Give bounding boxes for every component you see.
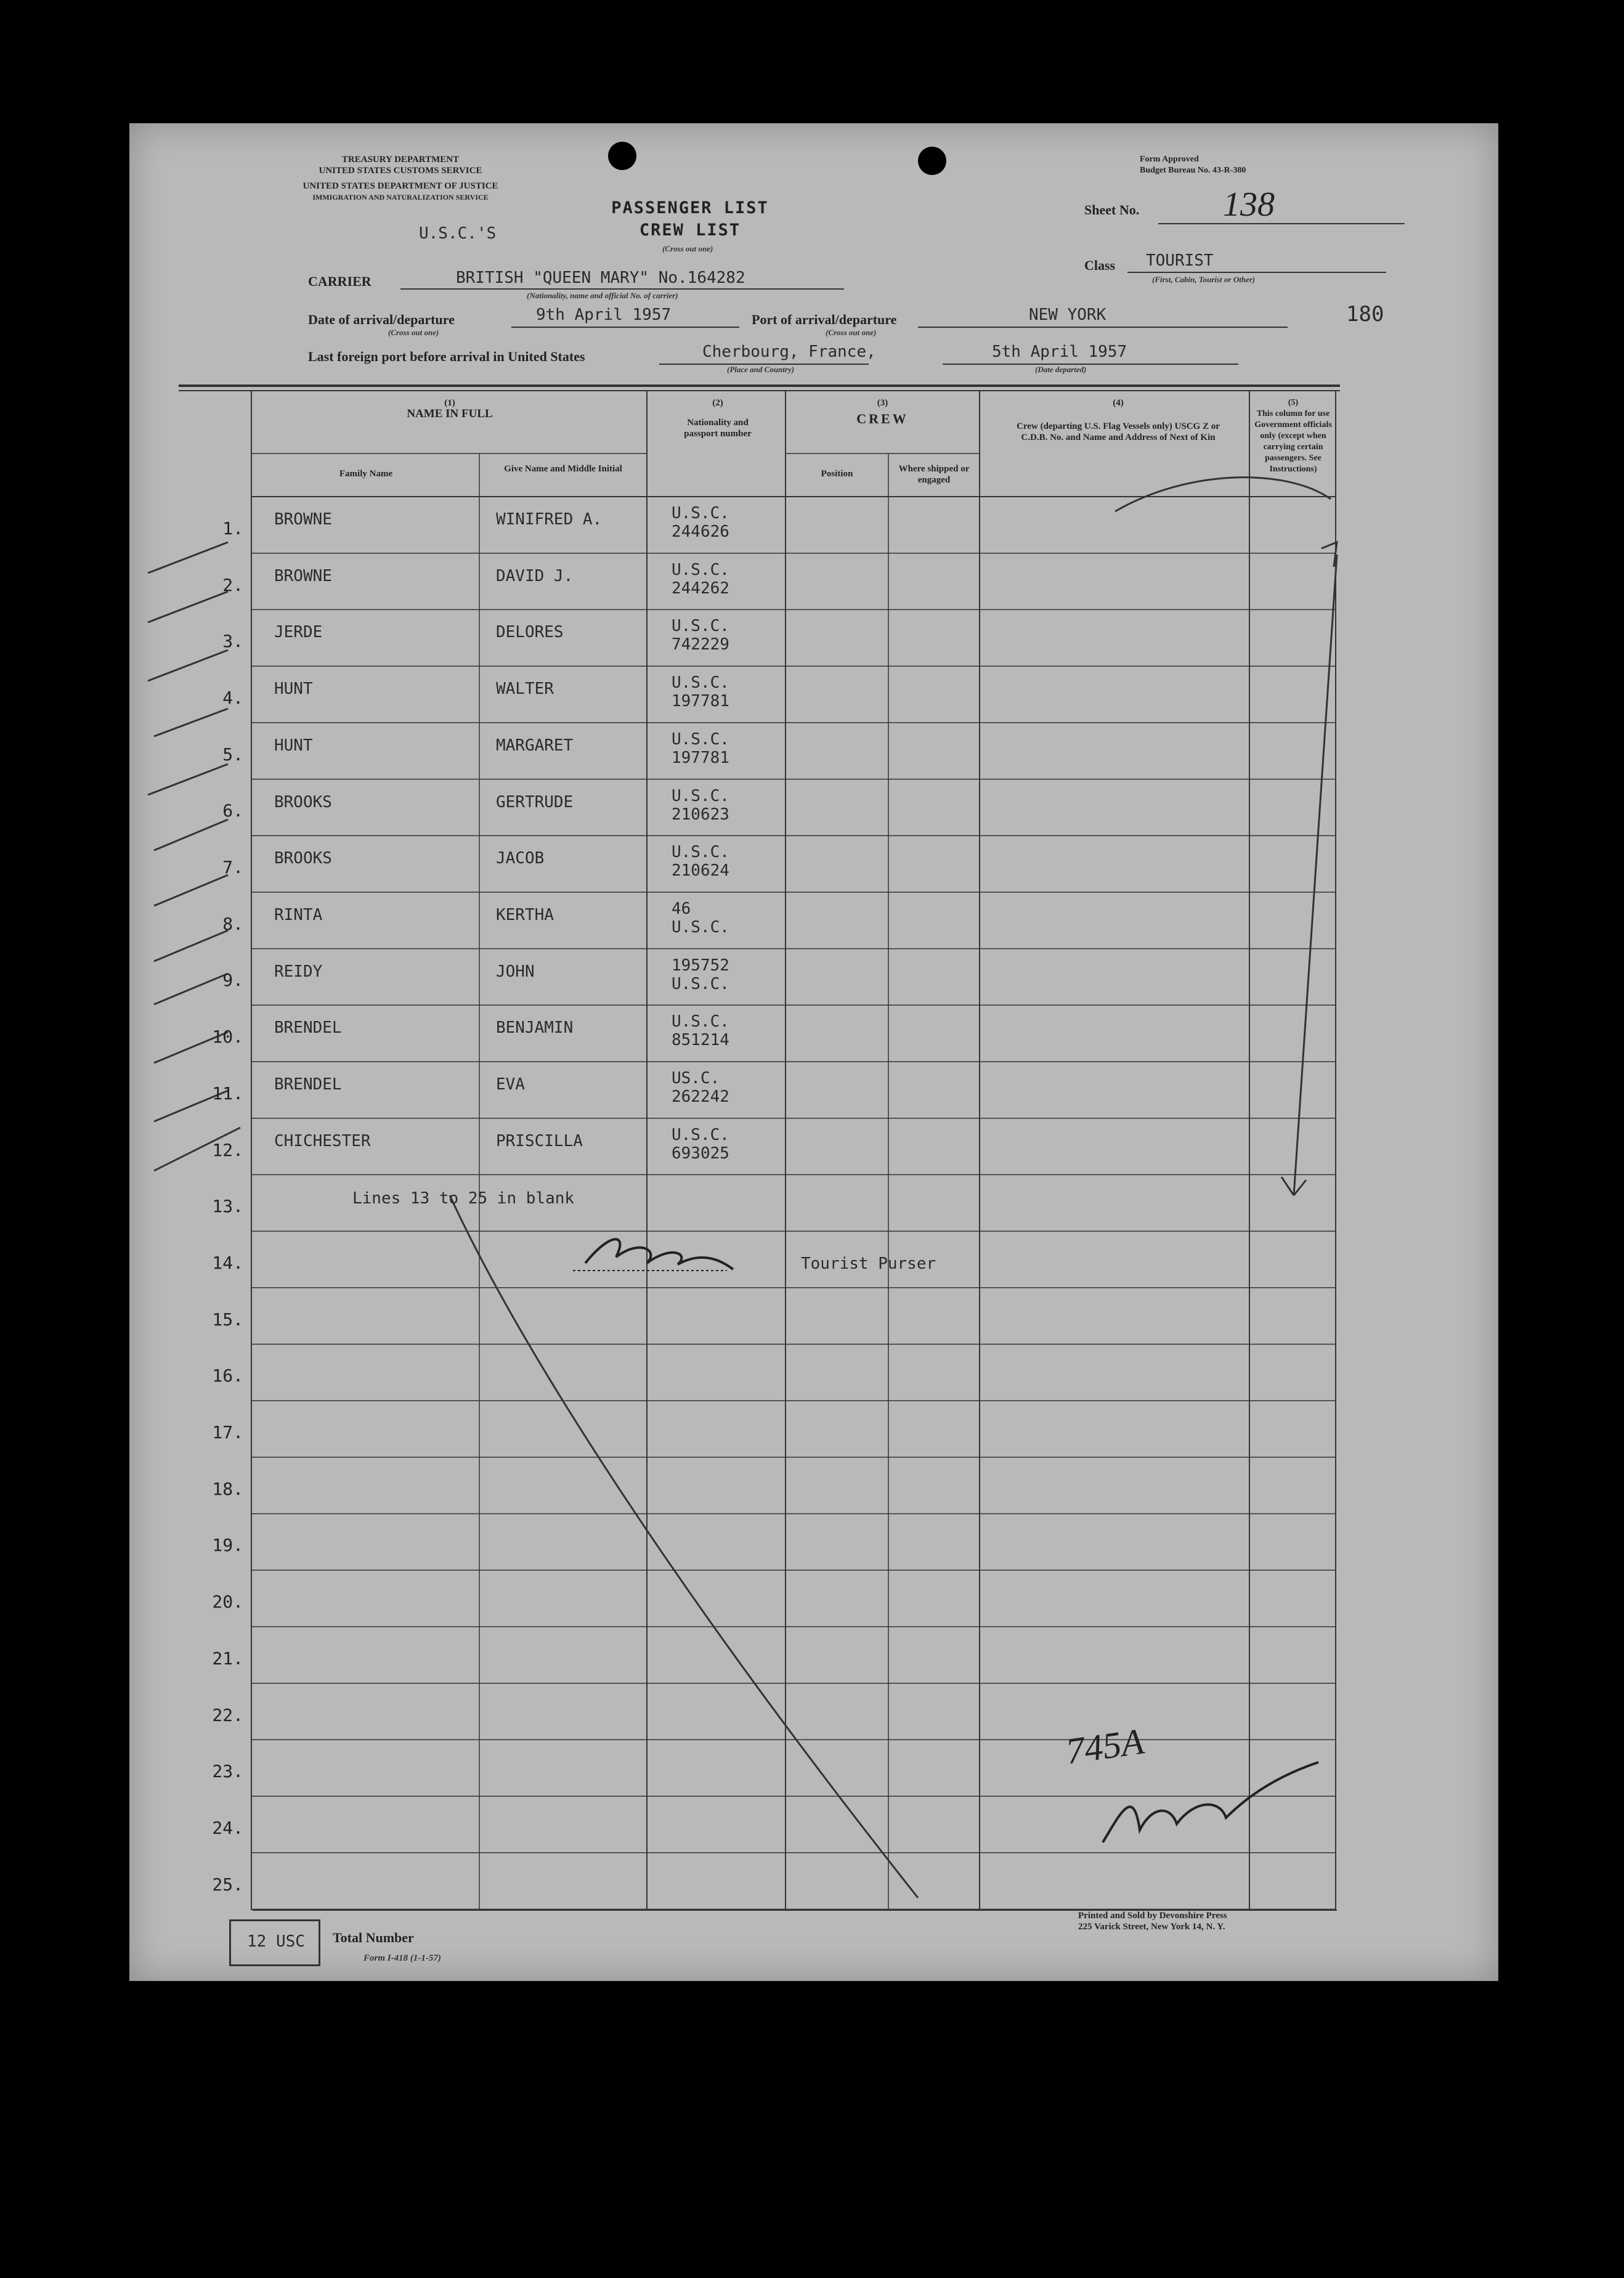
row-number: 12.	[212, 1139, 243, 1160]
col3-header	[786, 397, 980, 425]
crew-list-title: CREW LIST	[639, 221, 741, 240]
nationality-line2: 742229	[672, 635, 729, 654]
total-box	[229, 1919, 320, 1966]
handwritten-initials	[1097, 1738, 1331, 1861]
table-row	[129, 1570, 1498, 1627]
table-row	[129, 1514, 1498, 1571]
family-name: REIDY	[274, 962, 323, 981]
given-name: WINIFRED A.	[496, 510, 603, 529]
table-row	[129, 609, 1498, 666]
family-name: JERDE	[274, 623, 323, 642]
col5-title: This column for use Government officials only (except when carrying certain passengers. See Instructions)	[1254, 409, 1332, 474]
form-id: Form I-418 (1-1-57)	[363, 1953, 441, 1963]
nationality-line1: U.S.C.	[672, 1125, 729, 1144]
nationality-line1: U.S.C.	[672, 730, 729, 749]
last-port-hint: (Place and Country)	[727, 365, 795, 374]
nationality-line2: 693025	[672, 1144, 729, 1163]
row-number: 22.	[212, 1704, 243, 1725]
nationality-line2: 197781	[672, 692, 729, 711]
dept-line: UNITED STATES CUSTOMS SERVICE	[319, 166, 482, 176]
total-label: Total Number	[333, 1930, 414, 1945]
table-row	[129, 1062, 1498, 1118]
nationality-line1: U.S.C.	[672, 786, 729, 805]
row-number: 19.	[212, 1535, 243, 1556]
nationality-line2: 210623	[672, 805, 729, 824]
port-value: NEW YORK	[1029, 306, 1106, 324]
dept-line: UNITED STATES DEPARTMENT OF JUSTICE	[302, 181, 498, 191]
given-name: DAVID J.	[496, 566, 574, 585]
given-name: PRISCILLA	[496, 1131, 583, 1150]
family-name: BROOKS	[274, 849, 332, 868]
nationality-line2: 244262	[672, 579, 729, 598]
purser-signature	[573, 1226, 819, 1282]
nationality-line1: 46	[672, 899, 691, 918]
table-row	[129, 1683, 1498, 1740]
row-number: 11.	[212, 1083, 243, 1104]
sheet-label: Sheet No.	[1084, 202, 1140, 218]
given-name: EVA	[496, 1075, 525, 1094]
given-name: GERTRUDE	[496, 792, 574, 812]
dept-line: TREASURY DEPARTMENT	[341, 155, 460, 165]
family-name: BROOKS	[274, 792, 332, 812]
row-number: 14.	[212, 1252, 243, 1273]
row-number: 21.	[212, 1648, 243, 1669]
family-name: HUNT	[274, 680, 313, 699]
carrier-hint: (Nationality, name and official No. of carrier)	[527, 291, 678, 300]
table-row	[129, 723, 1498, 779]
nationality-line2: 244626	[672, 523, 729, 541]
row-number: 2.	[222, 574, 243, 595]
group-label: U.S.C.'S	[419, 224, 497, 243]
nationality-line1: 195752	[672, 956, 729, 975]
col3-title: CREW	[856, 411, 909, 426]
family-name: RINTA	[274, 905, 323, 924]
nationality-line1: U.S.C.	[672, 843, 729, 862]
date-hint: (Cross out one)	[388, 328, 439, 337]
row-number: 7.	[222, 857, 243, 878]
passenger-list-title: PASSENGER LIST	[611, 198, 769, 218]
departed-value: 5th April 1957	[992, 343, 1127, 361]
row-number: 6.	[222, 800, 243, 821]
given-name: JACOB	[496, 849, 545, 868]
col1-num: (1)	[444, 398, 455, 408]
row-number: 17.	[212, 1422, 243, 1443]
departed-hint: (Date departed)	[1035, 365, 1087, 374]
nationality-line2: 851214	[672, 1031, 729, 1050]
table-row	[129, 666, 1498, 723]
cross-out-hint: (Cross out one)	[662, 244, 713, 253]
col2-title: Nationality and passport number	[684, 418, 752, 439]
family-name: CHICHESTER	[274, 1131, 371, 1150]
nationality-line2: 197781	[672, 748, 729, 767]
family-name: BROWNE	[274, 566, 332, 585]
printer-line: 225 Varick Street, New York 14, N. Y.	[1078, 1922, 1225, 1932]
nationality-line2: U.S.C.	[672, 974, 729, 993]
row-number: 15.	[212, 1309, 243, 1330]
col2-num: (2)	[712, 398, 723, 408]
port-hint: (Cross out one)	[826, 328, 877, 337]
col3b-header: Where shipped or engaged	[898, 464, 970, 485]
col4-header	[992, 397, 1244, 443]
nationality-line1: US.C.	[672, 1069, 720, 1088]
purser-title: Tourist Purser	[801, 1255, 936, 1273]
blank-lines-note: Lines 13 to 25 in blank	[352, 1189, 575, 1208]
given-name: MARGARET	[496, 736, 574, 755]
date-label: Date of arrival/departure	[308, 312, 455, 327]
family-name: BRENDEL	[274, 1075, 342, 1094]
sheet-number: 138	[1223, 185, 1275, 224]
nationality-line1: U.S.C.	[672, 673, 729, 693]
row-number: 13.	[212, 1196, 243, 1217]
table-row	[129, 1401, 1498, 1457]
class-value: TOURIST	[1146, 251, 1214, 270]
date-value: 9th April 1957	[536, 306, 672, 324]
table-row	[129, 1118, 1498, 1175]
nationality-line2: 210624	[672, 861, 729, 881]
nationality-line1: U.S.C.	[672, 1012, 729, 1031]
last-port-value: Cherbourg, France,	[702, 343, 876, 361]
nationality-line1: U.S.C.	[672, 560, 729, 579]
table-row	[129, 497, 1498, 553]
carrier-value: BRITISH "QUEEN MARY" No.164282	[456, 269, 745, 287]
family-name: BROWNE	[274, 510, 332, 529]
table-row	[129, 1005, 1498, 1062]
row-number: 8.	[222, 913, 243, 934]
total-value: 12 USC	[247, 1932, 305, 1951]
col2-header	[650, 397, 786, 439]
given-name: JOHN	[496, 962, 535, 981]
row-number: 20.	[212, 1592, 243, 1613]
given-name: BENJAMIN	[496, 1019, 574, 1038]
given-name: DELORES	[496, 623, 564, 642]
family-name: BRENDEL	[274, 1019, 342, 1038]
nationality-line2: 262242	[672, 1088, 729, 1106]
row-number: 23.	[212, 1761, 243, 1782]
col1a-header: Family Name	[339, 469, 393, 479]
table-row	[129, 1288, 1498, 1344]
family-name: HUNT	[274, 736, 313, 755]
table-row	[129, 949, 1498, 1006]
table-row	[129, 1174, 1498, 1231]
row-number: 24.	[212, 1817, 243, 1838]
row-number: 9.	[222, 970, 243, 991]
table-row	[129, 1344, 1498, 1401]
row-number: 16.	[212, 1365, 243, 1386]
col1b-header: Give Name and Middle Initial	[504, 464, 622, 474]
table-row	[129, 836, 1498, 892]
table-row	[129, 1853, 1498, 1910]
col4-num: (4)	[1113, 398, 1124, 408]
nationality-line2: U.S.C.	[672, 917, 729, 937]
stamp-number: 180	[1346, 302, 1384, 327]
given-name: KERTHA	[496, 905, 554, 924]
col1-header	[253, 397, 647, 420]
table-row	[129, 1457, 1498, 1514]
table-row	[129, 779, 1498, 836]
given-name: WALTER	[496, 680, 554, 699]
col1-title: NAME IN FULL	[407, 407, 493, 420]
row-number: 5.	[222, 744, 243, 765]
class-label: Class	[1084, 258, 1116, 273]
form-approved-line: Form Approved	[1140, 155, 1199, 164]
port-label: Port of arrival/departure	[752, 312, 897, 327]
col5-num: (5)	[1288, 398, 1299, 407]
nationality-line1: U.S.C.	[672, 504, 729, 523]
row-number: 1.	[222, 518, 243, 539]
col3-num: (3)	[877, 398, 888, 408]
class-hint: (First, Cabin, Tourist or Other)	[1152, 275, 1256, 284]
table-row	[129, 1627, 1498, 1683]
col4-title: Crew (departing U.S. Flag Vessels only) USCG Z or C.D.B. No. and Name and Address of Next of Kin	[1017, 421, 1220, 442]
row-number: 3.	[222, 631, 243, 652]
document-sheet	[129, 123, 1498, 1981]
last-port-label: Last foreign port before arrival in United States	[308, 349, 585, 364]
row-number: 10.	[212, 1027, 243, 1047]
printer-line: Printed and Sold by Devonshire Press	[1078, 1911, 1227, 1921]
col3a-header: Position	[821, 469, 853, 479]
row-number: 25.	[212, 1874, 243, 1895]
table-row	[129, 892, 1498, 949]
nationality-line1: U.S.C.	[672, 617, 729, 636]
row-number: 4.	[222, 687, 243, 708]
carrier-label: CARRIER	[308, 274, 371, 289]
row-number: 18.	[212, 1478, 243, 1499]
col5-header	[1251, 397, 1336, 475]
printer-info	[1078, 1910, 1227, 1932]
budget-bureau-line: Budget Bureau No. 43-R-380	[1140, 166, 1246, 175]
handwritten-code: 745A	[1063, 1720, 1147, 1772]
table-row	[129, 553, 1498, 610]
dept-line: IMMIGRATION AND NATURALIZATION SERVICE	[312, 193, 489, 201]
